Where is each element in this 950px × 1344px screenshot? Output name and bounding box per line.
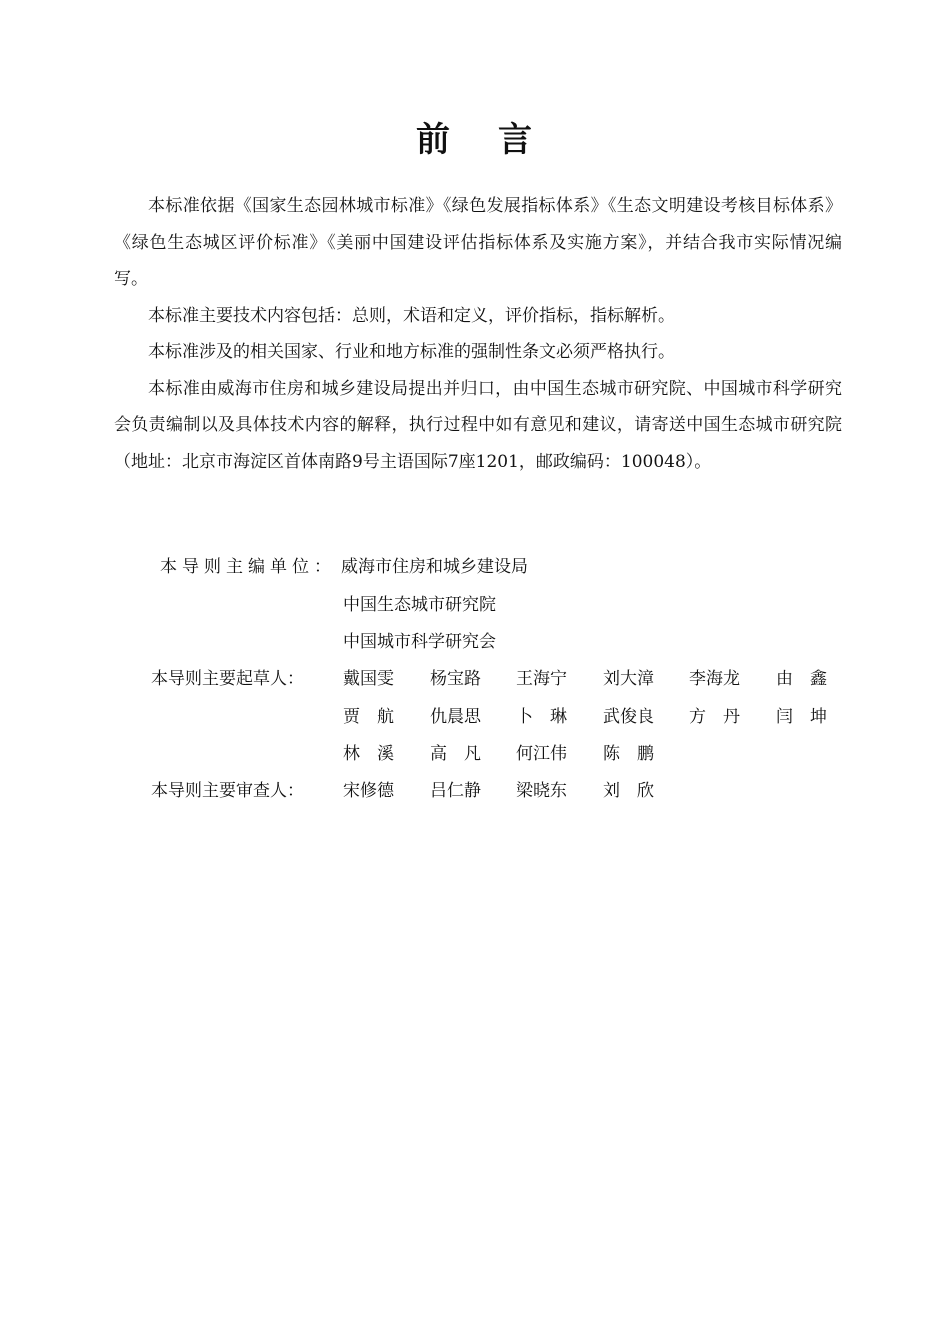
drafter-name: 闫 坤 xyxy=(776,707,827,727)
chief-units-row-1 xyxy=(0,549,950,585)
chief-unit: 威海市住房和城乡建设局 xyxy=(341,557,528,577)
drafter-name: 杨宝路 xyxy=(430,669,481,689)
drafter-name: 林 溪 xyxy=(343,744,394,764)
drafter-name: 卜 琳 xyxy=(516,707,567,727)
drafter-name: 何江伟 xyxy=(516,744,567,764)
drafter-name: 武俊良 xyxy=(603,707,654,727)
reviewers-row xyxy=(0,773,950,809)
drafter-name: 陈 鹏 xyxy=(603,744,654,764)
reviewer-name: 刘 欣 xyxy=(603,781,654,801)
drafter-name: 贾 航 xyxy=(343,707,394,727)
reviewers-label: 本导则主要审查人： xyxy=(151,781,304,801)
drafters-row-2 xyxy=(0,699,950,735)
drafters-row-1 xyxy=(0,661,950,697)
chief-units-row-2 xyxy=(0,587,950,623)
paragraph-basis: 本标准依据《国家生态园林城市标准》《绿色发展指标体系》《生态文明建设考核目标体系》《绿色生态城区评价标准》《美丽中国建设评估指标体系及实施方案》，并结合我市实际情况编写。 xyxy=(114,196,842,289)
drafter-name: 戴国雯 xyxy=(343,669,394,689)
title-char-2: 言 xyxy=(498,120,534,160)
preface-body xyxy=(114,188,842,480)
reviewer-name: 梁晓东 xyxy=(516,781,567,801)
drafter-name: 王海宁 xyxy=(516,669,567,689)
drafter-name: 由 鑫 xyxy=(776,669,827,689)
paragraph-mandatory: 本标准涉及的相关国家、行业和地方标准的强制性条文必须严格执行。 xyxy=(148,342,675,362)
paragraph-responsibility: 本标准由威海市住房和城乡建设局提出并归口，由中国生态城市研究院、中国城市科学研究会负责编制以及具体技术内容的解释，执行过程中如有意见和建议，请寄送中国生态城市研究院（地址：北京市海淀区首体南路9号主语国际7座1201，邮政编码：100048）。 xyxy=(114,378,842,472)
chief-units-row-3 xyxy=(0,624,950,660)
drafter-name: 方 丹 xyxy=(689,707,740,727)
drafter-name: 仇晨思 xyxy=(430,707,481,727)
chief-unit: 中国生态城市研究院 xyxy=(343,595,496,615)
reviewer-name: 宋修德 xyxy=(343,781,394,801)
paragraph-content: 本标准主要技术内容包括：总则，术语和定义，评价指标，指标解析。 xyxy=(148,305,675,326)
reviewer-name: 吕仁静 xyxy=(430,781,481,801)
drafter-name: 李海龙 xyxy=(689,669,740,689)
title-char-1: 前 xyxy=(416,120,452,160)
drafter-name: 高 凡 xyxy=(430,744,481,764)
chief-units-label: 本导则主编单位： xyxy=(160,557,336,577)
drafters-label: 本导则主要起草人： xyxy=(151,669,304,689)
drafter-name: 刘大漳 xyxy=(603,669,654,689)
page-title xyxy=(0,116,950,164)
drafters-row-3 xyxy=(0,736,950,772)
chief-unit: 中国城市科学研究会 xyxy=(343,632,496,652)
